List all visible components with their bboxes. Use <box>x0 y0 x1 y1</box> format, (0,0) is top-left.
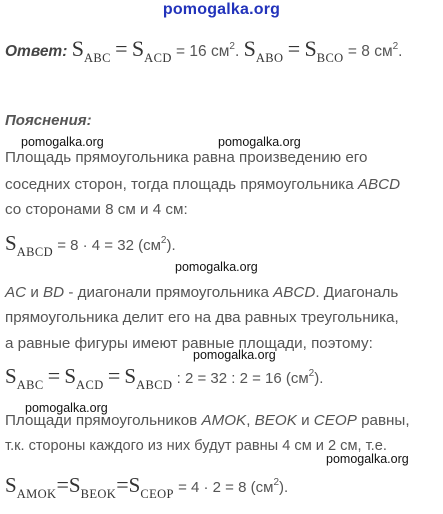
subscript-abo: ABO <box>255 51 284 65</box>
site-watermark-top: pomogalka.org <box>162 1 281 18</box>
subscript-acd: ACD <box>144 51 172 65</box>
superscript-2: 2 <box>229 41 235 52</box>
paragraph-2-line-3: а равные фигуры имеют равные площади, поэтому: <box>5 335 373 352</box>
subscript-abc: ABC <box>83 51 111 65</box>
paragraph-3-line-1: Площади прямоугольников AMOK, BEOK и CEOP равны, <box>5 412 410 429</box>
paragraph-1-line-1: Площадь прямоугольника равна произведению его <box>5 149 368 166</box>
watermark-text: pomogalka.org <box>193 348 276 362</box>
area-symbol: S <box>71 36 84 61</box>
subscript-bco: BCO <box>316 51 344 65</box>
paragraph-2-line-2: прямоугольника делит его на два равных треугольника, <box>5 309 399 326</box>
answer-value-2: = 8 см <box>343 43 393 60</box>
area-symbol: S <box>243 36 256 61</box>
superscript-2: 2 <box>392 41 399 52</box>
formula-rectangles: $S_{AMOK}=S_{BEOK}=S_{CEOP} = 4 \cdot 2 = 8$ $(см^2)$. <box>5 472 289 501</box>
watermark-text: pomogalka.org <box>25 401 108 415</box>
answer-label: Ответ: <box>5 43 68 60</box>
answer-line: Ответ: $S_{ABC} = S_{ACD} = 16$ $см^2$. $S_{ABO} = S_{BCO} = 8$ $см^2$. <box>5 36 403 65</box>
area-symbol: S <box>131 36 145 61</box>
watermark-text: pomogalka.org <box>175 260 258 274</box>
answer-value-1: = 16 см <box>171 43 230 60</box>
paragraph-1-line-3: со сторонами 8 см и 4 см: <box>5 201 188 218</box>
formula-triangles: $S_{ABC} = S_{ACD} = S_{ABCD}$ : 2 = 32 : 2 = 16 $(см^2)$. <box>5 363 324 392</box>
area-symbol: S <box>304 36 317 61</box>
paragraph-3-line-2: т.к. стороны каждого из них будут равны 4 см и 2 см, т.е. <box>5 438 387 454</box>
explanation-heading: Пояснения: <box>5 112 92 129</box>
watermark-text: pomogalka.org <box>218 135 301 149</box>
watermark-text: pomogalka.org <box>21 135 104 149</box>
paragraph-1-line-2: соседних сторон, тогда площадь прямоугольника ABCD <box>5 176 401 193</box>
paragraph-2-line-1: AC и BD - диагонали прямоугольника ABCD. Диагональ <box>5 284 399 301</box>
formula-area-abcd: $S_{ABCD} = 8 \cdot 4 = 32$ $(см^2)$. <box>5 231 176 259</box>
watermark-text: pomogalka.org <box>326 452 409 466</box>
